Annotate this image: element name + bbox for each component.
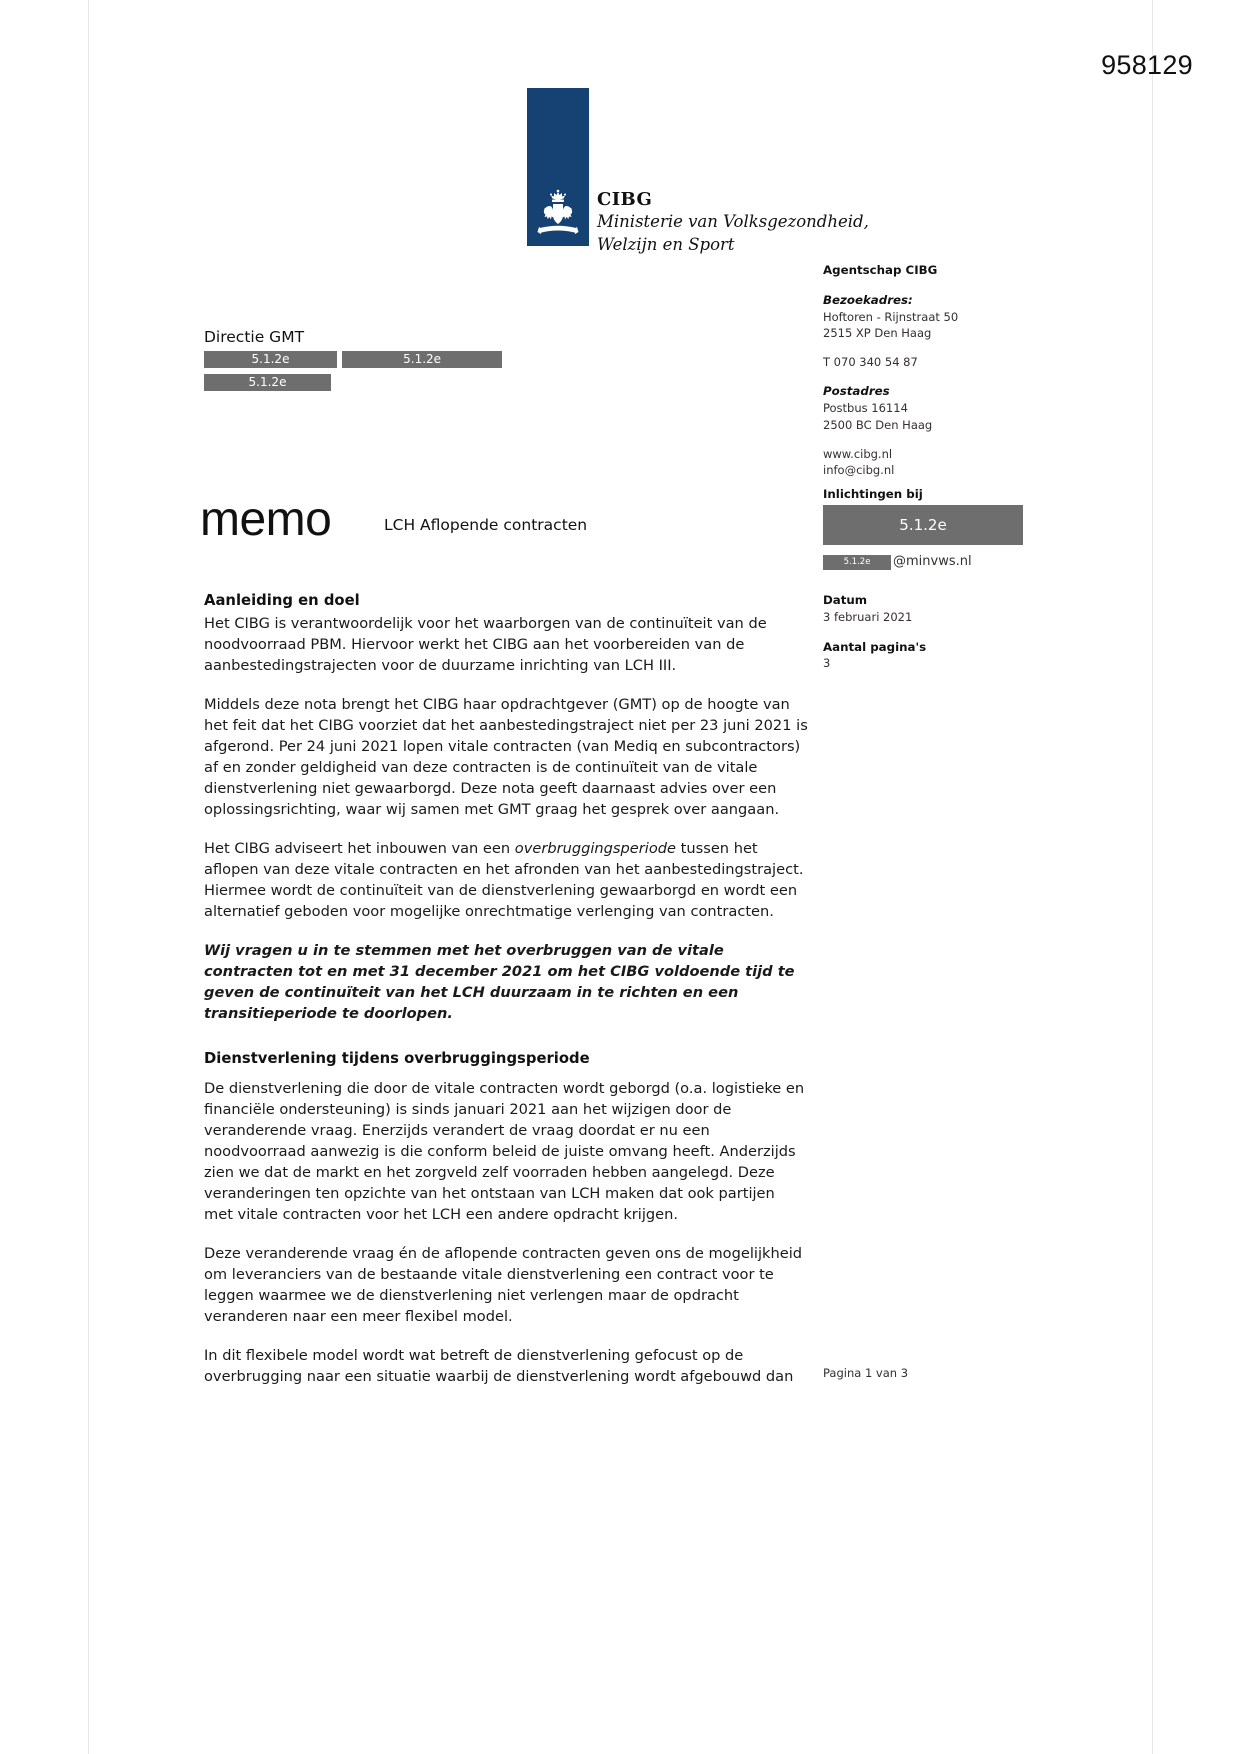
document-body (204, 590, 808, 1405)
page-border-left (88, 0, 89, 1754)
sidebar-post-line-1: Postbus 16114 (823, 401, 908, 416)
sidebar-contact-email (823, 553, 1073, 572)
memo-subject: LCH Aflopende contracten (384, 516, 588, 534)
paragraph-3-emphasis: overbruggingsperiode (514, 840, 677, 858)
sidebar-pages-value: 3 (823, 656, 831, 671)
paragraph-6: Deze veranderende vraag én de aflopende contracten geven ons de mogelijkheid om leveranciers van de bestaande vitale dienstverlening een contract voor te leggen waarmee we de dienstverlening niet verlengen maar de opdracht veranderen naar een meer flexibel model. (204, 1244, 803, 1325)
sidebar-pages-label: Aantal pagina's (823, 639, 927, 654)
sidebar-website-link[interactable]: www.cibg.nl (823, 446, 893, 461)
logo-ministry-line-1: Ministerie van Volksgezondheid, (597, 212, 869, 232)
redacted-addressee-3: 5.1.2e (204, 374, 331, 391)
logo-wordmark (597, 188, 869, 257)
logo-organisation: CIBG (597, 189, 653, 210)
addressee-block (204, 328, 564, 391)
paragraph-5: De dienstverlening die door de vitale contracten wordt geborgd (o.a. logistieke en financiële ondersteuning) is sinds januari 2021 aan het wijzigen door de veranderende vraag. Enerzijds verandert de vraag doordat er nu een noodvoorraad aanwezig is die conform beleid de juiste omvang heeft. Anderzijds zien we dat de markt en het zorgveld zelf voorraden hebben aangelegd. Deze veranderingen ten opzichte van het ontstaan van LCH maken dat ook partijen met vitale contracten voor het LCH een andere opdracht krijgen. (204, 1079, 805, 1223)
sidebar-info-column (823, 262, 1073, 672)
sidebar-info-label: Inlichtingen bij (823, 486, 923, 501)
netherlands-coat-of-arms-icon (533, 189, 583, 245)
paragraph-3-pre: Het CIBG adviseert het inbouwen van een (204, 840, 515, 858)
section-heading-aanleiding: Aanleiding en doel (204, 592, 360, 609)
redacted-contact-name: 5.1.2e (823, 505, 1023, 545)
page-footer: Pagina 1 van 3 (823, 1366, 909, 1380)
sidebar-visit-line-1: Hoftoren - Rijnstraat 50 (823, 309, 959, 324)
logo-ministry-line-2: Welzijn en Sport (597, 235, 735, 255)
sidebar-agency: Agentschap CIBG (823, 263, 938, 277)
sidebar-post-line-2: 2500 BC Den Haag (823, 417, 933, 432)
sidebar-phone: T 070 340 54 87 (823, 355, 918, 370)
sidebar-post-label: Postadres (823, 384, 890, 399)
paragraph-3 (204, 838, 808, 922)
email-domain: @minvws.nl (893, 554, 972, 570)
paragraph-1: Het CIBG is verantwoordelijk voor het waarborgen van de continuïteit van de noodvoorraad PBM. Hiervoor werkt het CIBG aan het voorbereiden van de aanbestedingstrajecten voor de duurzame inrichting van LCH III. (204, 615, 767, 675)
paragraph-7: In dit flexibele model wordt wat betreft de dienstverlening gefocust op de overbrugging naar een situatie waarbij de dienstverlening wordt afgebouwd dan (204, 1346, 794, 1385)
addressee-department: Directie GMT (204, 328, 305, 346)
paragraph-request-bold: Wij vragen u in te stemmen met het overbruggen van de vitale contracten tot en met 31 december 2021 om het CIBG voldoende tijd te geven de continuïteit van het LCH duurzaam in te richten en een transitieperiode te doorlopen. (204, 942, 795, 1023)
sidebar-date-label: Datum (823, 593, 868, 608)
paragraph-2: Middels deze nota brengt het CIBG haar opdrachtgever (GMT) op de hoogte van het feit dat het CIBG voorziet dat het aanbestedingstraject niet per 23 juni 2021 is afgerond. Per 24 juni 2021 lopen vitale contracten (van Mediq en subcontractors) af en zonder geldigheid van deze contracten is de continuïteit van de vitale dienstverlening niet gewaarborgd. Deze nota geeft daarnaast advies over een oplossingsrichting, waar wij samen met GMT graag het gesprek over aangaan. (204, 696, 808, 819)
sidebar-date-value: 3 februari 2021 (823, 610, 913, 625)
redacted-email-user: 5.1.2e (823, 555, 891, 570)
sidebar-visit-line-2: 2515 XP Den Haag (823, 325, 932, 340)
sidebar-visit-label: Bezoekadres: (823, 292, 913, 307)
memo-title: memo (200, 493, 332, 546)
document-id: 958129 (1101, 50, 1193, 80)
sidebar-email-link[interactable]: info@cibg.nl (823, 463, 895, 478)
redacted-addressee-1: 5.1.2e (204, 351, 337, 368)
page-border-right (1152, 0, 1153, 1754)
rijksoverheid-logo (527, 88, 1007, 253)
redacted-addressee-2: 5.1.2e (342, 351, 502, 368)
paragraph-3-post: tussen het aflopen van deze vitale contracten en het afronden van het aanbestedingstraject. Hiermee wordt de continuïteit van de dienstverlening gewaarborgd en wordt een alternatief geboden voor mogelijke onrechtmatige verlenging van contracten. (204, 840, 804, 921)
section-heading-dienstverlening: Dienstverlening tijdens overbruggingsperiode (204, 1050, 590, 1068)
